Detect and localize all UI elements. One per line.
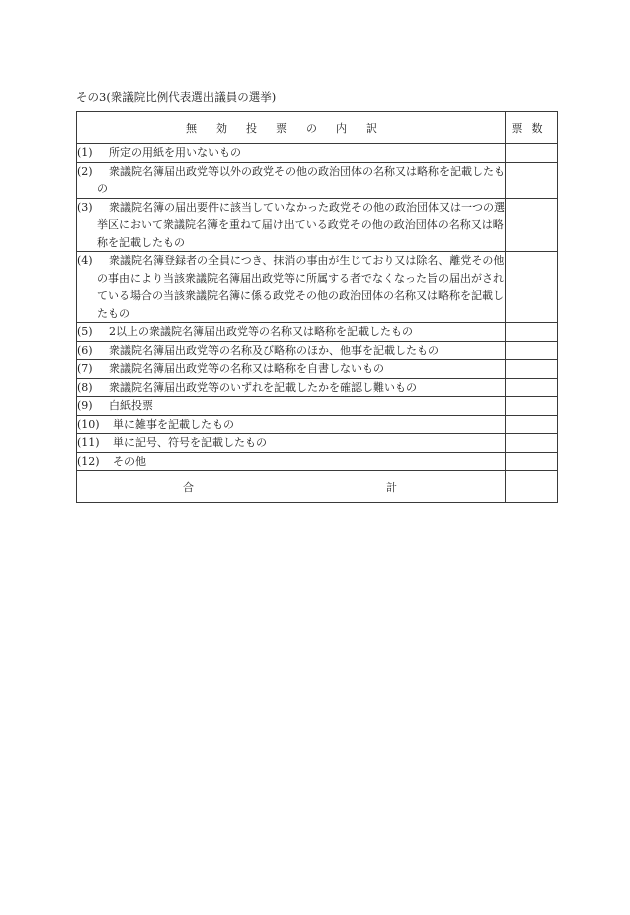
row-description bbox=[77, 144, 506, 163]
row-text: 衆議院名簿届出政党等のいずれを記載したかを確認し難いもの bbox=[109, 380, 417, 394]
header-votes: 票数 bbox=[506, 112, 558, 144]
table-row bbox=[77, 341, 558, 360]
vote-count-cell[interactable] bbox=[506, 144, 558, 163]
row-number: (4) bbox=[77, 254, 93, 267]
row-description bbox=[77, 198, 506, 252]
row-text: 衆議院名簿登録者の全員につき、抹消の事由が生じており又は除名、離党その他の事由により当該衆議院名簿届出政党等に所属する者でなくなった旨の届出がされている場合の当該衆議院名簿に係る政党その他の政治団体の名称又は略称を記載したもの bbox=[97, 254, 505, 320]
vote-count-cell[interactable] bbox=[506, 415, 558, 434]
table-row bbox=[77, 397, 558, 416]
row-description bbox=[77, 162, 506, 198]
row-text: 衆議院名簿届出政党等以外の政党その他の政治団体の名称又は略称を記載したもの bbox=[97, 164, 505, 195]
row-number: (11) bbox=[77, 436, 100, 449]
row-number: (3) bbox=[77, 200, 93, 214]
vote-count-cell[interactable] bbox=[506, 360, 558, 379]
table-row bbox=[77, 252, 558, 323]
total-vote-count-cell[interactable] bbox=[506, 471, 558, 503]
vote-count-cell[interactable] bbox=[506, 162, 558, 198]
row-text: 衆議院名簿の届出要件に該当していなかった政党その他の政治団体又は一つの選挙区において衆議院名簿を重ねて届け出ている政党その他の政治団体の名称又は略称を記載したもの bbox=[97, 200, 505, 249]
table-row bbox=[77, 452, 558, 471]
row-text: 衆議院名簿届出政党等の名称又は略称を自書しないもの bbox=[109, 362, 384, 375]
row-number: (2) bbox=[77, 164, 93, 178]
row-number: (6) bbox=[77, 343, 93, 357]
row-text: その他 bbox=[113, 454, 146, 468]
total-label bbox=[77, 471, 506, 503]
vote-count-cell[interactable] bbox=[506, 341, 558, 360]
table-row bbox=[77, 162, 558, 198]
row-description bbox=[77, 252, 506, 323]
vote-count-cell[interactable] bbox=[506, 378, 558, 397]
table-row bbox=[77, 378, 558, 397]
vote-count-cell[interactable] bbox=[506, 397, 558, 416]
row-description bbox=[77, 323, 506, 342]
header-row bbox=[77, 112, 558, 144]
row-description bbox=[77, 415, 506, 434]
vote-count-cell[interactable] bbox=[506, 198, 558, 252]
table-row bbox=[77, 360, 558, 379]
row-description bbox=[77, 360, 506, 379]
total-label-right: 計 bbox=[386, 480, 397, 494]
vote-count-cell[interactable] bbox=[506, 323, 558, 342]
table-row bbox=[77, 144, 558, 163]
table-row bbox=[77, 323, 558, 342]
row-number: (8) bbox=[77, 380, 93, 394]
total-row bbox=[77, 471, 558, 503]
vote-count-cell[interactable] bbox=[506, 452, 558, 471]
header-content: 無効投票の内訳 bbox=[77, 112, 506, 144]
table-row bbox=[77, 434, 558, 453]
row-text: 白紙投票 bbox=[109, 399, 153, 412]
row-number: (7) bbox=[77, 362, 93, 375]
row-number: (5) bbox=[77, 325, 93, 338]
row-text: 単に雑事を記載したもの bbox=[113, 417, 234, 431]
vote-count-cell[interactable] bbox=[506, 434, 558, 453]
row-number: (12) bbox=[77, 454, 100, 468]
row-number: (1) bbox=[77, 146, 93, 159]
row-description bbox=[77, 341, 506, 360]
invalid-votes-table bbox=[76, 111, 558, 503]
row-number: (9) bbox=[77, 399, 93, 412]
row-description bbox=[77, 434, 506, 453]
row-description bbox=[77, 397, 506, 416]
row-text: 2以上の衆議院名簿届出政党等の名称又は略称を記載したもの bbox=[109, 325, 413, 338]
row-text: 衆議院名簿届出政党等の名称及び略称のほか、他事を記載したもの bbox=[109, 343, 439, 357]
total-label-left: 合 bbox=[183, 480, 194, 494]
table-row bbox=[77, 415, 558, 434]
row-text: 所定の用紙を用いないもの bbox=[109, 146, 241, 159]
table-row bbox=[77, 198, 558, 252]
row-description bbox=[77, 378, 506, 397]
row-description bbox=[77, 452, 506, 471]
row-text: 単に記号、符号を記載したもの bbox=[113, 436, 267, 449]
vote-count-cell[interactable] bbox=[506, 252, 558, 323]
row-number: (10) bbox=[77, 417, 100, 431]
form-caption: その3(衆議院比例代表選出議員の選挙) bbox=[76, 90, 277, 104]
